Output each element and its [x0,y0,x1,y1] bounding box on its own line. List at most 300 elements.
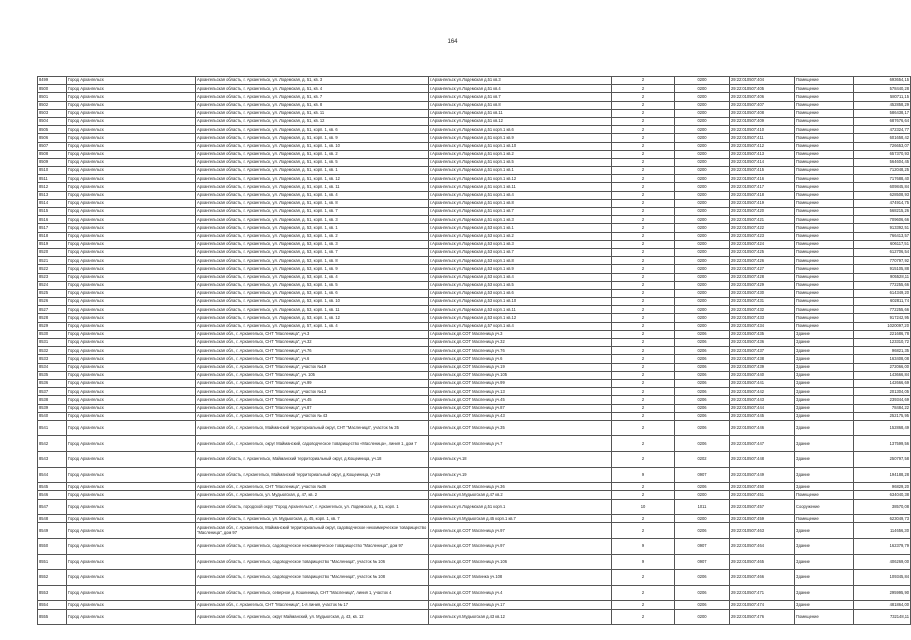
cadastral-value-cell: 474914,75 [854,199,911,207]
address-cell: Архангельская область, г. Архангельск, ул. Лодемская, д. 53, корп. 1, кв. 12 [196,314,429,322]
address-cell: Архангельская область, г. Архангельск, ул. Лодемская, д. 51, кв. 12 [196,117,429,125]
group-code-cell: 2 [612,491,675,499]
object-type-cell: Помещение [795,101,854,109]
address-cell: Архангельская область, г. Архангельск, Майманский территориальный округ, д.Кощеиница, уч.18 [196,452,429,468]
address-cell: Архангельская область, г. Архангельск, ул. Лодемская, д. 51, кв. 4 [196,85,429,93]
group-code-cell: 2 [612,167,675,175]
subgroup-code-cell: 0907 [675,539,730,555]
table-row [38,436,911,452]
cadastral-number-cell: 29:22:010507:425 [730,248,795,256]
subgroup-code-cell: 0200 [675,158,730,166]
table-row [38,483,911,491]
cadastral-number-cell: 29:22:010507:412 [730,142,795,150]
cadastral-number-cell: 29:22:010507:438 [730,355,795,363]
group-code-cell: 2 [612,150,675,158]
table-row [38,183,911,191]
table-row [38,134,911,142]
group-code-cell: 2 [612,175,675,183]
cadastral-number-cell: 29:22:010507:442 [730,388,795,396]
short-address-cell: г.Архангельск ул.Лодемская д.53 корп.1 кв.3 [429,240,612,248]
group-code-cell: 2 [612,281,675,289]
cadastral-number-cell: 29:22:010507:433 [730,314,795,322]
group-code-cell: 2 [612,191,675,199]
cadastral-value-cell: 78484,22 [854,404,911,412]
object-type-cell: Помещение [795,199,854,207]
object-type-cell: Здание [795,483,854,491]
subgroup-code-cell: 0206 [675,601,730,609]
municipality-cell: Город Архангельск [67,101,196,109]
municipality-cell: Город Архангельск [67,265,196,273]
group-code-cell: 2 [612,355,675,363]
group-code-cell: 2 [612,609,675,625]
cadastral-number-cell: 29:22:010507:430 [730,289,795,297]
table-row [38,467,911,483]
subgroup-code-cell: 0200 [675,77,730,85]
municipality-cell: Город Архангельск [67,273,196,281]
municipality-cell: Город Архангельск [67,240,196,248]
cadastral-value-cell: 770797,92 [854,257,911,265]
table-row [38,109,911,117]
table-row [38,330,911,338]
short-address-cell: г.Архангельск дп.СОТ Масленица уч.43 [429,412,612,420]
cadastral-number-cell: 29:22:010507:440 [730,371,795,379]
cadastral-value-cell: 623049,73 [854,515,911,523]
cadastral-number-cell: 29:22:010507:443 [730,396,795,404]
row-number-cell: 8549 [38,523,67,539]
object-type-cell: Здание [795,585,854,601]
subgroup-code-cell: 0200 [675,515,730,523]
group-code-cell: 2 [612,216,675,224]
short-address-cell: г.Архангельск ул.Мудьюгская д.47 кв.2 [429,491,612,499]
cadastral-number-cell: 29:22:010507:405 [730,85,795,93]
municipality-cell: Город Архангельск [67,371,196,379]
cadastral-value-cell: 609845,84 [854,183,911,191]
row-number-cell: 8546 [38,491,67,499]
group-code-cell: 2 [612,85,675,93]
short-address-cell: г.Архангельск ул.Лодемская д.51 кв.12 [429,117,612,125]
row-number-cell: 8529 [38,322,67,330]
cadastral-value-cell: 143666,84 [854,371,911,379]
short-address-cell: г.Архангельск ул.Лодемская д.53 корп.1 кв.7 [429,248,612,256]
table-row [38,77,911,85]
group-code-cell: 2 [612,240,675,248]
municipality-cell: Город Архангельск [67,175,196,183]
municipality-cell: Город Архангельск [67,142,196,150]
row-number-cell: 8522 [38,265,67,273]
row-number-cell: 8527 [38,306,67,314]
subgroup-code-cell: 0200 [675,322,730,330]
object-type-cell: Помещение [795,216,854,224]
short-address-cell: г.Архангельск ул.Мудьюгская д.45 корп.1 кв.7 [429,515,612,523]
address-cell: Архангельская область, г. Архангельск, северное д. Кошеиница, СНТ "Масленица", линия 1, участок 4 [196,585,429,601]
cadastral-number-cell: 29:22:010507:422 [730,224,795,232]
short-address-cell: г.Архангельск ул.Мудьюгская д.43 кв.12 [429,609,612,625]
municipality-cell: Город Архангельск [67,330,196,338]
cadastral-number-cell: 29:22:010507:446 [730,420,795,436]
object-type-cell: Помещение [795,126,854,134]
object-type-cell: Здание [795,404,854,412]
table-row [38,396,911,404]
cadastral-value-cell: 406269,00 [854,554,911,570]
municipality-cell: Город Архангельск [67,355,196,363]
short-address-cell: г.Архангельск дп.СОТ Масленица уч.99 [429,379,612,387]
municipality-cell: Город Архангельск [67,339,196,347]
address-cell: Архангельская обл., г. Архангельск, СНТ "Масленица", уч.76 [196,347,429,355]
municipality-cell: Город Архангельск [67,483,196,491]
address-cell: Архангельская область, г. Архангельск, округ Майманский, ул. Мудьюгская, д. 43, кв. 12 [196,609,429,625]
row-number-cell: 8507 [38,142,67,150]
address-cell: Архангельская область, г. Архангельск, садоводческое некоммерческое товарищество "Масленица", дом 97 [196,539,429,555]
cadastral-number-cell: 29:22:010507:427 [730,265,795,273]
subgroup-code-cell: 0200 [675,175,730,183]
cadastral-value-cell: 295995,90 [854,585,911,601]
municipality-cell: Город Архангельск [67,289,196,297]
cadastral-value-cell: 194188,28 [854,467,911,483]
row-number-cell: 8545 [38,483,67,491]
address-cell: Архангельская область, г. Архангельск, ул. Лодемская, д. 53, корп. 1, кв. 6 [196,289,429,297]
address-cell: Архангельская область, г. Архангельск, ул. Лодемская, д. 51, корп. 1, кв. 9 [196,134,429,142]
cadastral-value-cell: 564604,45 [854,158,911,166]
object-type-cell: Здание [795,412,854,420]
object-type-cell: Помещение [795,117,854,125]
municipality-cell: Город Архангельск [67,158,196,166]
subgroup-code-cell: 0200 [675,298,730,306]
cadastral-value-cell: 123310,72 [854,339,911,347]
municipality-cell: Город Архангельск [67,167,196,175]
short-address-cell: г.Архангельск ул.Лодемская д.57 корп.1 кв.4 [429,322,612,330]
cadastral-number-cell: 29:22:010507:465 [730,554,795,570]
object-type-cell: Помещение [795,257,854,265]
row-number-cell: 8508 [38,150,67,158]
address-cell: Архангельская обл., г. Архангельск, СНТ "Масленица", участок №13 [196,388,429,396]
cadastral-number-cell: 29:22:010507:436 [730,339,795,347]
address-cell: Архангельская область, г.Архангельск, Майманский территориальный округ, д.Кощеиница, уч.19 [196,467,429,483]
table-row [38,314,911,322]
subgroup-code-cell: 0206 [675,347,730,355]
row-number-cell: 8502 [38,101,67,109]
table-row [38,452,911,468]
row-number-cell: 8516 [38,216,67,224]
subgroup-code-cell: 0206 [675,404,730,412]
subgroup-code-cell: 0206 [675,585,730,601]
municipality-cell: Город Архангельск [67,232,196,240]
cadastral-value-cell: 568215,26 [854,208,911,216]
cadastral-value-cell: 96821,35 [854,347,911,355]
subgroup-code-cell: 0206 [675,330,730,338]
row-number-cell: 8511 [38,175,67,183]
row-number-cell: 8512 [38,183,67,191]
short-address-cell: г.Архангельск дп.СОТ Масленица уч.13 [429,388,612,396]
table-row [38,298,911,306]
group-code-cell: 2 [612,483,675,491]
cadastral-value-cell: 452858,29 [854,101,911,109]
address-cell: Архангельская обл., г. Архангельск, Майманский территориальный округ, СНТ "Масленица", участок № 35 [196,420,429,436]
object-type-cell: Помещение [795,491,854,499]
cadastral-value-cell: 628508,93 [854,191,911,199]
address-cell: Архангельская обл., г. Архангельск, СНТ "Масленица", уч.87 [196,404,429,412]
cadastral-value-cell: 913392,51 [854,224,911,232]
address-cell: Архангельская обл., г. Архангельск, СНТ "Масленица", участок №36 [196,483,429,491]
row-number-cell: 8535 [38,371,67,379]
cadastral-value-cell: 905528,11 [854,273,911,281]
group-code-cell: 2 [612,388,675,396]
group-code-cell: 2 [612,570,675,586]
subgroup-code-cell: 0200 [675,150,730,158]
short-address-cell: г.Архангельск ул.Лодемская д.51 корп.1 кв.12 [429,175,612,183]
municipality-cell: Город Архангельск [67,601,196,609]
cadastral-number-cell: 29:22:010507:429 [730,281,795,289]
object-type-cell: Помещение [795,322,854,330]
row-number-cell: 8518 [38,232,67,240]
address-cell: Архангельская обл., г. Архангельск, СНТ "Масленица", уч.99 [196,379,429,387]
address-cell: Архангельская область, г. Архангельск, ул. Лодемская, д. 53, корп. 1, кв. 3 [196,240,429,248]
address-cell: Архангельская область, г. Архангельск, ул. Лодемская, д. 51, корп. 1, кв. 8 [196,199,429,207]
municipality-cell: Город Архангельск [67,436,196,452]
subgroup-code-cell: 0907 [675,467,730,483]
table-row [38,420,911,436]
table-row [38,199,911,207]
cadastral-value-cell: 601658,42 [854,134,911,142]
group-code-cell: 2 [612,117,675,125]
short-address-cell: г.Архангельск ул.Лодемская д.51 кв.4 [429,85,612,93]
object-type-cell: Здание [795,339,854,347]
cadastral-value-cell: 580711,15 [854,93,911,101]
row-number-cell: 8501 [38,93,67,101]
address-cell: Архангельская область, г. Архангельск, ул. Лодемская, д. 53, корп. 1, кв. 8 [196,257,429,265]
cadastral-value-cell: 201304,05 [854,388,911,396]
address-cell: Архангельская область, г. Архангельск, ул. Мудьюгская, д. 45, корп. 1, кв. 7 [196,515,429,523]
cadastral-value-cell: 612706,54 [854,248,911,256]
short-address-cell: г.Архангельск ул.Лодемская д.51 корп.1 кв.11 [429,183,612,191]
municipality-cell: Город Архангельск [67,322,196,330]
subgroup-code-cell: 0200 [675,208,730,216]
row-number-cell: 8528 [38,314,67,322]
row-number-cell: 8515 [38,208,67,216]
group-code-cell: 2 [612,158,675,166]
short-address-cell: г.Архангельск ул.Лодемская д.51 корп.1 кв.2 [429,150,612,158]
cadastral-value-cell: 1020097,20 [854,322,911,330]
address-cell: Архангельская обл., г. Архангельск, СНТ "Масленица", уч.32 [196,339,429,347]
cadastral-value-cell: 114656,30 [854,523,911,539]
address-cell: Архангельская область, г. Архангельск, ул. Лодемская, д. 51, корп. 1, кв. 7 [196,208,429,216]
municipality-cell: Город Архангельск [67,379,196,387]
address-cell: Архангельская область, г. Архангельск, ул. Лодемская, д. 51, корп. 1, кв. 12 [196,175,429,183]
row-number-cell: 8537 [38,388,67,396]
municipality-cell: Город Архангельск [67,306,196,314]
short-address-cell: г.Архангельск ул.Лодемская д.51 корп.1 [429,499,612,515]
cadastral-number-cell: 29:22:010507:439 [730,363,795,371]
short-address-cell: г.Архангельск ул.Лодемская д.51 корп.1 кв.1 [429,167,612,175]
subgroup-code-cell: 0200 [675,289,730,297]
row-number-cell: 8539 [38,404,67,412]
cadastral-number-cell: 29:22:010507:463 [730,523,795,539]
object-type-cell: Помещение [795,224,854,232]
table-row [38,609,911,625]
short-address-cell: г.Архангельск уч.19 [429,467,612,483]
row-number-cell: 8526 [38,298,67,306]
municipality-cell: Город Архангельск [67,515,196,523]
row-number-cell: 8510 [38,167,67,175]
object-type-cell: Здание [795,467,854,483]
row-number-cell: 8536 [38,379,67,387]
address-cell: Архангельская обл., г. Архангельск, СНТ "Масленица", уч.45 [196,396,429,404]
table-row [38,158,911,166]
address-cell: Архангельская область, г. Архангельск, ул. Лодемская, д. 51, кв. 3 [196,77,429,85]
row-number-cell: 8531 [38,339,67,347]
table-row [38,117,911,125]
object-type-cell: Помещение [795,175,854,183]
group-code-cell: 2 [612,183,675,191]
address-cell: Архангельская область, г. Архангельск, ул. Лодемская, д. 53, корп. 1, кв. 10 [196,298,429,306]
address-cell: Архангельская область, г. Архангельск, ул. Лодемская, д. 51, кв. 7 [196,93,429,101]
table-row [38,248,911,256]
address-cell: Архангельская область, г. Архангельск, ул. Лодемская, д. 51, корп. 1, кв. 3 [196,216,429,224]
table-row [38,371,911,379]
municipality-cell: Город Архангельск [67,257,196,265]
subgroup-code-cell: 0200 [675,314,730,322]
cadastral-number-cell: 29:22:010507:420 [730,208,795,216]
group-code-cell: 2 [612,224,675,232]
object-type-cell: Помещение [795,208,854,216]
group-code-cell: 2 [612,314,675,322]
address-cell: Архангельская область, г. Архангельск, ул. Лодемская, д. 51, корп. 1, кв. 6 [196,126,429,134]
subgroup-code-cell: 0206 [675,388,730,396]
subgroup-code-cell: 0200 [675,199,730,207]
cadastral-number-cell: 29:22:010507:418 [730,191,795,199]
subgroup-code-cell: 0202 [675,452,730,468]
cadastral-number-cell: 29:22:010507:421 [730,216,795,224]
row-number-cell: 8519 [38,240,67,248]
short-address-cell: г.Архангельск ул.Лодемская д.53 корп.1 кв.1 [429,224,612,232]
cadastral-number-cell: 29:22:010507:408 [730,109,795,117]
row-number-cell: 8551 [38,554,67,570]
subgroup-code-cell: 0200 [675,273,730,281]
cadastral-value-cell: 481864,00 [854,601,911,609]
short-address-cell: г.Архангельск ул.Лодемская д.53 корп.1 кв.8 [429,257,612,265]
table-row [38,289,911,297]
table-row [38,257,911,265]
short-address-cell: г.Архангельск дп.СОТ Масленица уч.32 [429,339,612,347]
subgroup-code-cell: 0200 [675,109,730,117]
short-address-cell: г.Архангельск ул.Лодемская д.51 кв.8 [429,101,612,109]
short-address-cell: г.Архангельск ул.Лодемская д.53 корп.1 кв.12 [429,314,612,322]
object-type-cell: Здание [795,330,854,338]
cadastral-value-cell: 709606,66 [854,216,911,224]
municipality-cell: Город Архангельск [67,281,196,289]
short-address-cell: г.Архангельск дп.СОТ Масленица уч.36 [429,483,612,491]
row-number-cell: 8548 [38,515,67,523]
table-row [38,491,911,499]
cadastral-number-cell: 29:22:010507:444 [730,404,795,412]
object-type-cell: Здание [795,601,854,609]
cadastral-number-cell: 29:22:010507:416 [730,175,795,183]
cadastral-value-table [37,76,911,625]
row-number-cell: 8544 [38,467,67,483]
group-code-cell: 2 [612,339,675,347]
group-code-cell: 2 [612,199,675,207]
cadastral-number-cell: 29:22:010507:413 [730,150,795,158]
object-type-cell: Здание [795,452,854,468]
subgroup-code-cell: 0206 [675,379,730,387]
object-type-cell: Помещение [795,85,854,93]
row-number-cell: 8547 [38,499,67,515]
object-type-cell: Помещение [795,240,854,248]
group-code-cell: 2 [612,420,675,436]
cadastral-value-cell: 606117,51 [854,240,911,248]
object-type-cell: Здание [795,420,854,436]
subgroup-code-cell: 0200 [675,85,730,93]
object-type-cell: Помещение [795,306,854,314]
row-number-cell: 8509 [38,158,67,166]
table-row [38,216,911,224]
subgroup-code-cell: 0200 [675,167,730,175]
municipality-cell: Город Архангельск [67,396,196,404]
cadastral-number-cell: 29:22:010507:466 [730,570,795,586]
group-code-cell: 2 [612,257,675,265]
municipality-cell: Город Архангельск [67,523,196,539]
row-number-cell: 8499 [38,77,67,85]
group-code-cell: 2 [612,142,675,150]
short-address-cell: г.Архангельск дп.СОТ Масленица уч.97 [429,539,612,555]
cadastral-number-cell: 29:22:010507:434 [730,322,795,330]
object-type-cell: Здание [795,363,854,371]
cadastral-value-cell: 252175,95 [854,412,911,420]
group-code-cell: 2 [612,126,675,134]
group-code-cell: 2 [612,232,675,240]
group-code-cell: 2 [612,109,675,117]
row-number-cell: 8520 [38,248,67,256]
cadastral-value-cell: 162379,79 [854,539,911,555]
cadastral-number-cell: 29:22:010507:404 [730,77,795,85]
cadastral-number-cell: 29:22:010507:449 [730,467,795,483]
table-row [38,208,911,216]
row-number-cell: 8504 [38,117,67,125]
cadastral-value-cell: 915105,88 [854,265,911,273]
cadastral-value-cell: 766413,57 [854,232,911,240]
group-code-cell: 9 [612,554,675,570]
group-code-cell: 2 [612,436,675,452]
table-row [38,412,911,420]
row-number-cell: 8552 [38,570,67,586]
subgroup-code-cell: 1011 [675,499,730,515]
cadastral-value-cell: 717688,40 [854,175,911,183]
subgroup-code-cell: 0200 [675,101,730,109]
subgroup-code-cell: 0206 [675,363,730,371]
cadastral-value-cell: 602811,74 [854,298,911,306]
short-address-cell: г.Архангельск дп.СОТ Масленица уч.4 [429,585,612,601]
object-type-cell: Здание [795,523,854,539]
row-number-cell: 8533 [38,355,67,363]
municipality-cell: Город Архангельск [67,248,196,256]
address-cell: Архангельская область, г. Архангельск, ул. Лодемская, д. 51, корп. 1, кв. 10 [196,142,429,150]
short-address-cell: г.Архангельск ул.Лодемская д.53 корп.1 кв.2 [429,232,612,240]
short-address-cell: г.Архангельск ул.Лодемская д.51 корп.1 кв.8 [429,199,612,207]
address-cell: Архангельская обл., г. Архангельск, СНТ "Масленица", участок № 43 [196,412,429,420]
municipality-cell: Город Архангельск [67,199,196,207]
cadastral-value-cell: 634040,38 [854,491,911,499]
cadastral-value-cell: 221686,78 [854,330,911,338]
municipality-cell: Город Архангельск [67,117,196,125]
object-type-cell: Здание [795,539,854,555]
object-type-cell: Здание [795,371,854,379]
object-type-cell: Помещение [795,77,854,85]
row-number-cell: 8524 [38,281,67,289]
municipality-cell: Город Архангельск [67,539,196,555]
group-code-cell: 2 [612,306,675,314]
row-number-cell: 8532 [38,347,67,355]
address-cell: Архангельская область, г. Архангельск, ул. Лодемская, д. 51, корп. 1, кв. 11 [196,183,429,191]
cadastral-number-cell: 29:22:010507:419 [730,199,795,207]
